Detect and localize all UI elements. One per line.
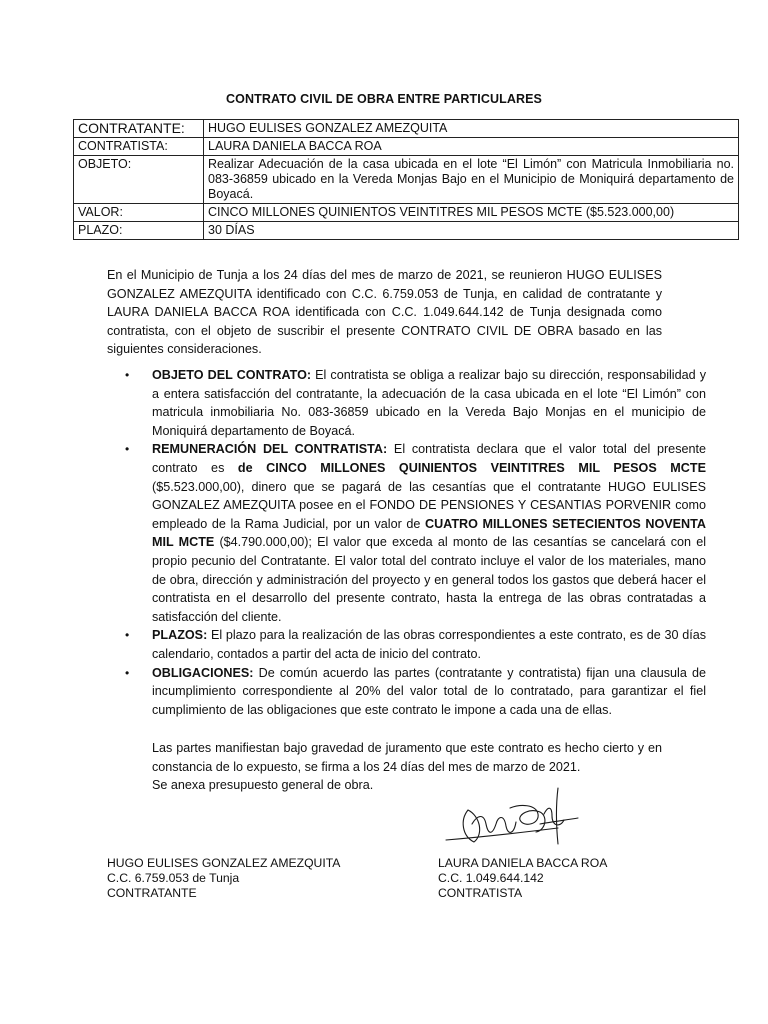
clause-text: De común acuerdo las partes (contratante y contratista) fijan una clausula de incumplimiento correspondiente al 20% del valor total de lo contratado, para garantizar el fiel cumplimiento de las obligaciones que este contrato le impone a cada una de ellas. [152, 665, 706, 717]
table-row [74, 204, 739, 222]
row-label: OBJETO: [74, 156, 204, 204]
clause-heading: OBLIGACIONES: [152, 665, 254, 680]
clause-remuneracion [125, 440, 707, 626]
bullet-icon: • [125, 665, 130, 680]
signature-stroke [557, 788, 559, 844]
signatory-role: CONTRATISTA [438, 886, 523, 900]
signatory-name: LAURA DANIELA BACCA ROA [438, 856, 608, 870]
clause-heading: PLAZOS: [152, 628, 208, 643]
clause-text: ($5.523.000,00), dinero que se pagará de las cesantías que el contratante HUGO EULISES GONZALEZ AMEZQUITA posee en el FONDO DE PENSIONES Y CESANTIAS PORVENIR como empleado de la Rama Judicial, por un valor de [152, 479, 706, 531]
clause-text: ($4.790.000,00); El valor que exceda al monto de las cesantías se cancelará con el propio pecunio del Contratante. El valor total del contrato incluye el valor de los materiales, mano de obra, dirección y administración del proyecto y en general todos los gastos que deberá hacer el contratista en el desarrollo del presente contrato, hasta la entrega de las obras contratadas a satisfacción del cliente. [152, 535, 707, 624]
table-row [74, 222, 739, 240]
row-value: CINCO MILLONES QUINIENTOS VEINTITRES MIL PESOS MCTE ($5.523.000,00) [204, 204, 739, 222]
clause-objeto [125, 366, 706, 440]
row-value: LAURA DANIELA BACCA ROA [204, 138, 739, 156]
clause-amount-words: de CINCO MILLONES QUINIENTOS VEINTITRES MIL PESOS MCTE [237, 460, 706, 475]
signatory-contratante [107, 856, 340, 901]
clause-text: El contratista se obliga a realizar bajo su dirección, responsabilidad y a entera satisfacción del contratante, la adecuación de la casa ubicada en el lote “El Limón” con matricula inmobiliaria No. 083-36859 ubicado en la Vereda Bajo Monjas en el municipio de Moniquirá departamento de Boyacá. [152, 368, 706, 438]
row-label: VALOR: [74, 204, 204, 222]
row-value: HUGO EULISES GONZALEZ AMEZQUITA [204, 120, 739, 138]
clause-obligaciones [125, 664, 706, 720]
clauses-list [108, 366, 706, 719]
clause-amount-words: CUATRO MILLONES SETECIENTOS NOVENTA MIL MCTE [152, 516, 706, 550]
row-label: CONTRATANTE: [74, 120, 204, 138]
signatory-name: HUGO EULISES GONZALEZ AMEZQUITA [107, 856, 341, 870]
clause-heading: OBJETO DEL CONTRATO: [152, 368, 312, 382]
bullet-icon: • [125, 442, 130, 457]
signatory-id: C.C. 1.049.644.142 [438, 871, 544, 885]
document-title: CONTRATO CIVIL DE OBRA ENTRE PARTICULARES [226, 92, 542, 106]
bullet-icon: • [125, 368, 130, 382]
signature-stroke [540, 818, 578, 824]
table-row [74, 120, 739, 138]
annex-note: Se anexa presupuesto general de obra. [152, 778, 374, 793]
clause-plazos [125, 626, 706, 663]
signatory-role: CONTRATANTE [107, 886, 197, 900]
row-value: 30 DÍAS [204, 222, 739, 240]
row-value: Realizar Adecuación de la casa ubicada en el lote “El Limón” con Matricula Inmobiliaria no. 083-36859 ubicado en la Vereda Monjas Bajo en el Municipio de Moniquirá departamento de Boyacá. [204, 156, 739, 204]
table-row [74, 156, 739, 204]
intro-paragraph: En el Municipio de Tunja a los 24 días del mes de marzo de 2021, se reunieron HUGO EULISES GONZALEZ AMEZQUITA identificado con C.C. 6.759.053 de Tunja, en calidad de contratante y LAURA DANIELA BACCA ROA identificada con C.C. 1.049.644.142 de Tunja designada como contratista, con el objeto de suscribir el presente CONTRATO CIVIL DE OBRA basado en las siguientes consideraciones. [107, 268, 662, 357]
row-label: CONTRATISTA: [74, 138, 204, 156]
table-row [74, 138, 739, 156]
bullet-icon: • [125, 628, 130, 643]
clause-text: El contratista declara que el valor total del presente contrato es [152, 442, 706, 475]
clause-heading: REMUNERACIÓN DEL CONTRATISTA: [152, 442, 388, 457]
signatory-contratista [438, 856, 607, 901]
clause-text: El plazo para la realización de las obras correspondientes a este contrato, es de 30 días calendario, contados a partir del acta de inicio del contrato. [152, 628, 706, 661]
signature-stroke [510, 806, 545, 832]
closing-paragraph: Las partes manifiestan bajo gravedad de juramento que este contrato es hecho cierto y en constancia de lo expuesto, se firma a los 24 días del mes de marzo de 2021. [152, 741, 662, 774]
row-label: PLAZO: [74, 222, 204, 240]
contract-summary-table [73, 119, 739, 240]
signatory-id: C.C. 6.759.053 de Tunja [107, 871, 240, 885]
signature-image [440, 784, 590, 854]
